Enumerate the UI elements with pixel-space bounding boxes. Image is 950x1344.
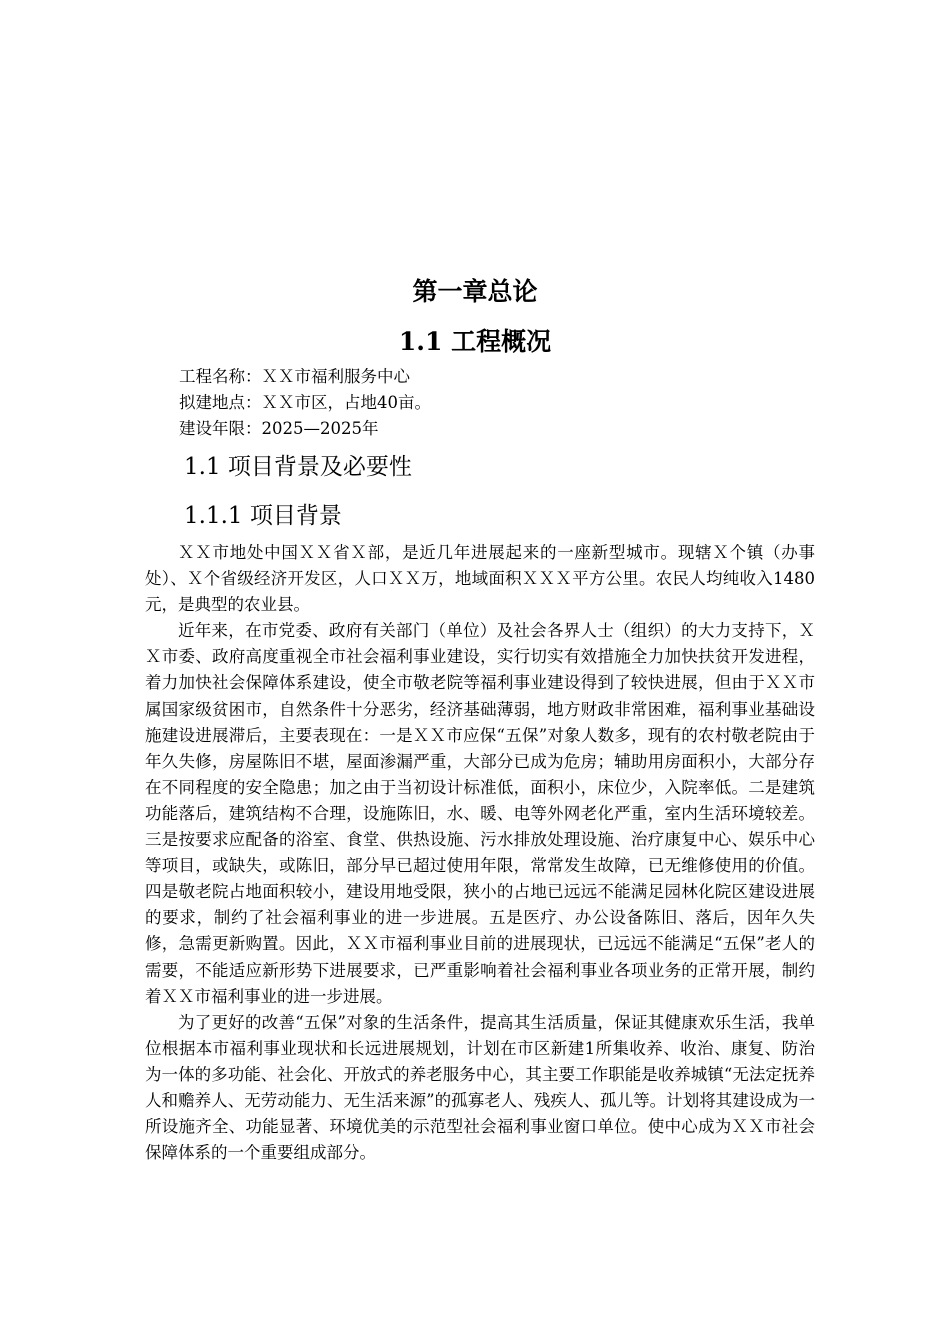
heading-background-necessity: 1.1 项目背景及必要性 — [184, 454, 412, 480]
project-location: 拟建地点：ＸＸ市区，占地40亩。 — [179, 393, 431, 412]
paragraph: 近年来，在市党委、政府有关部门（单位）及社会各界人士（组织）的大力支持下，ＸＸ市委、政府高度重视全市社会福利事业建设，实行切实有效措施全力加快扶贫开发进程，着力加快社会保障体系建设，使全市敬老院等福利事业建设得到了较快进展，但由于ＸＸ市属国家级贫困市，自然条件十分恶劣，经济基础薄弱，地方财政非常困难，福利事业基础设施建设进展滞后，主要表现在：一是ＸＸ市应保“五保”对象人数多，现有的农村敬老院由于年久失修，房屋陈旧不堪，屋面渗漏严重，大部分已成为危房；辅助用房面积小，大部分存在不同程度的安全隐患；加之由于当初设计标准低，面积小，床位少，入院率低。二是建筑功能落后，建筑结构不合理，设施陈旧，水、暖、电等外网老化严重，室内生活环境较差。三是按要求应配备的浴室、食堂、供热设施、污水排放处理设施、治疗康复中心、娱乐中心等项目，或缺失，或陈旧，部分早已超过使用年限，常常发生故障，已无维修使用的价值。四是敬老院占地面积较小，建设用地受限，狭小的占地已远远不能满足园林化院区建设进展的要求，制约了社会福利事业的进一步进展。五是医疗、办公设备陈旧、落后，因年久失修，急需更新购置。因此，ＸＸ市福利事业目前的进展现状，已远远不能满足“五保”老人的需要，不能适应新形势下进展要求，已严重影响着社会福利事业各项业务的正常开展，制约着ＸＸ市福利事业的进一步进展。 — [145, 621, 815, 1006]
project-name: 工程名称：ＸＸ市福利服务中心 — [179, 367, 410, 386]
body-text — [145, 540, 815, 1166]
chapter-title: 第一章总论 — [412, 277, 538, 306]
heading-project-background: 1.1.1 项目背景 — [184, 503, 342, 529]
paragraph: 为了更好的改善“五保”对象的生活条件，提高其生活质量，保证其健康欢乐生活，我单位根据本市福利事业现状和长远进展规划，计划在市区新建1所集收养、收治、康复、防治为一体的多功能、社会化、开放式的养老服务中心，其主要工作职能是收养城镇“无法定抚养人和赡养人、无劳动能力、无生活来源”的孤寡老人、残疾人、孤儿等。计划将其建设成为一所设施齐全、功能显著、环境优美的示范型社会福利事业窗口单位。使中心成为ＸＸ市社会保障体系的一个重要组成部分。 — [145, 1012, 815, 1163]
project-info — [179, 364, 779, 442]
section-title: 1.1 工程概况 — [398, 327, 552, 356]
paragraph: ＸＸ市地处中国ＸＸ省Ｘ部，是近几年进展起来的一座新型城市。现辖Ｘ个镇（办事处）、Ｘ个省级经济开发区，人口ＸＸ万，地域面积ＸＸＸ平方公里。农民人均纯收入1480元，是典型的农业县。 — [145, 543, 815, 615]
project-period: 建设年限：2025—2025年 — [179, 419, 379, 438]
